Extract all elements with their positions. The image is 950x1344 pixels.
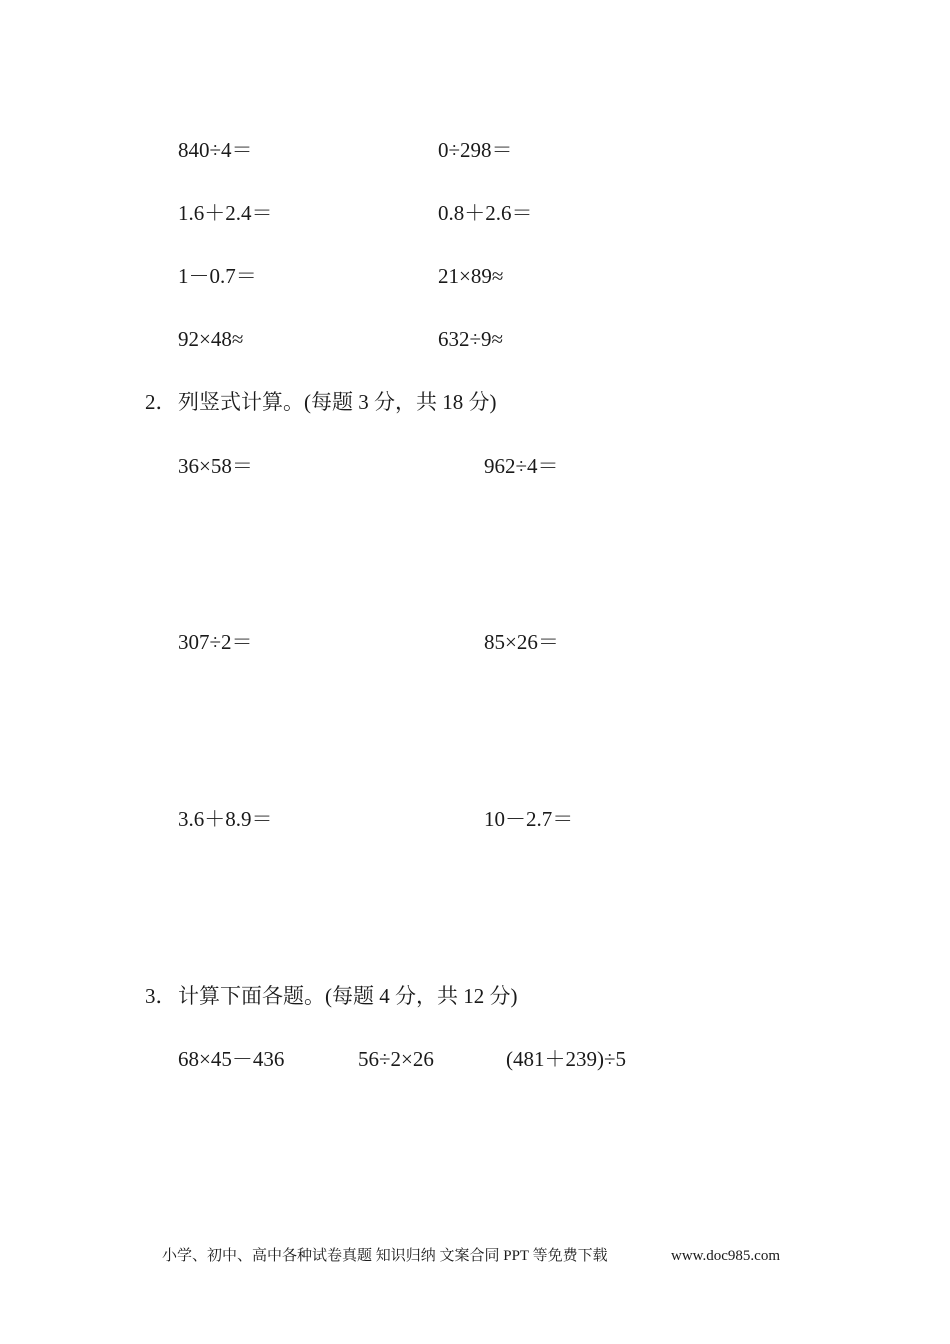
oral-problem: 0.8＋2.6＝ xyxy=(438,201,533,225)
footer-text: 小学、初中、高中各种试卷真题 知识归纳 文案合同 PPT 等免费下载 xyxy=(162,1248,608,1264)
oral-problem: 840÷4＝ xyxy=(178,138,253,162)
oral-problem: 0÷298＝ xyxy=(438,138,513,162)
vertical-problem: 3.6＋8.9＝ xyxy=(178,807,273,831)
vertical-problem: 85×26＝ xyxy=(484,630,559,654)
oral-problem: 21×89≈ xyxy=(438,264,504,288)
mixed-problem: 68×45－436 xyxy=(178,1047,285,1071)
vertical-problem: 307÷2＝ xyxy=(178,630,253,654)
footer-link[interactable]: www.doc985.com xyxy=(671,1248,781,1264)
oral-problem: 632÷9≈ xyxy=(438,327,504,351)
vertical-problem: 962÷4＝ xyxy=(484,454,559,478)
vertical-problem: 36×58＝ xyxy=(178,454,253,478)
oral-problem: 92×48≈ xyxy=(178,327,244,351)
section-3-number: 3． xyxy=(145,984,177,1008)
oral-problem: 1.6＋2.4＝ xyxy=(178,201,273,225)
oral-problem: 1－0.7＝ xyxy=(178,264,257,288)
mixed-problem: 56÷2×26 xyxy=(358,1047,434,1071)
section-2-number: 2． xyxy=(145,390,177,414)
section-2-title: 列竖式计算。(每题 3 分，共 18 分) xyxy=(178,390,497,414)
mixed-problem: (481＋239)÷5 xyxy=(506,1047,627,1071)
section-3-title: 计算下面各题。(每题 4 分，共 12 分) xyxy=(178,984,518,1008)
vertical-problem: 10－2.7＝ xyxy=(484,807,574,831)
